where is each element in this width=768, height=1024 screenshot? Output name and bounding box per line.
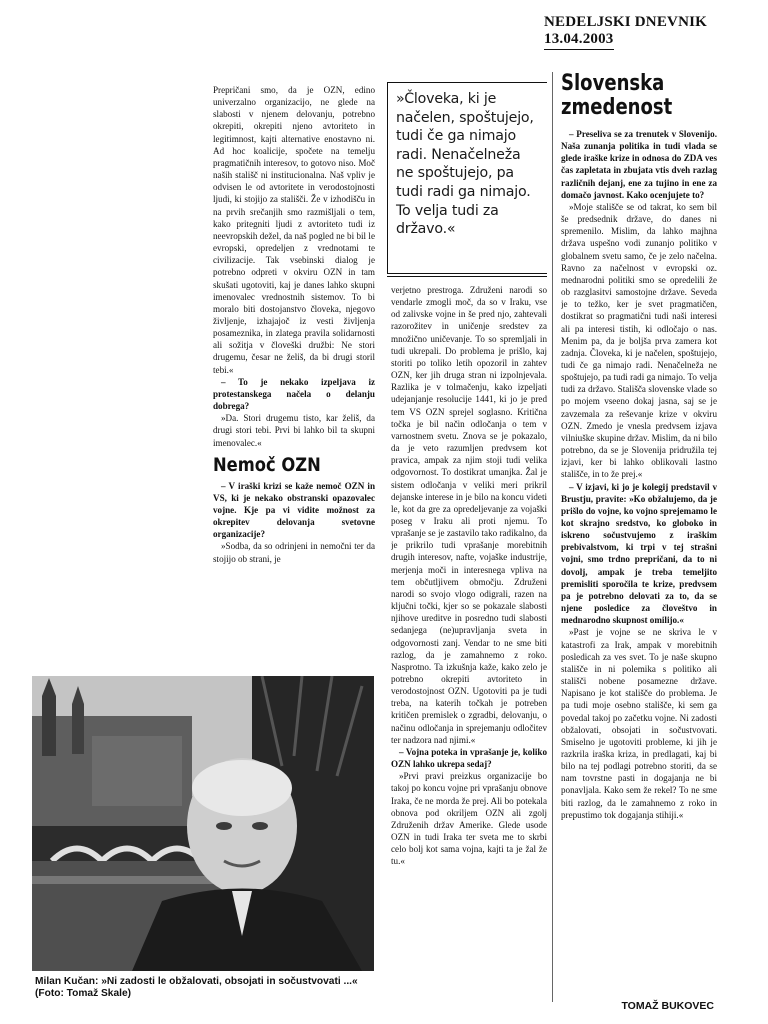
section-subhead: Nemoč OZN [213,453,321,476]
column-divider [552,72,553,1002]
section-headline [561,72,689,120]
paragraph: »Sodba, da so odrinjeni in nemočni ter da stojijo ob strani, je [213,541,375,564]
paragraph: Prepričani smo, da je OZN, edino univerzalno organizacijo, ne glede na slabosti v njenem delovanju, potrebno okrepiti, okrepiti njeno avtoriteto in legitimnost, kajti alternative enostavno ni. Ad hoc koalicije, spočete na temelju pragmatičnih interesov, to gotovo niso. Moč naših stališč ni institucionalna. Naš vpliv je odvisen le od avtoritete in verodostojnosti ljudi, ki stojijo za stališči. Že v izhodišču in na prvih srečanjih smo razmišljali o tem, kako pritegniti ljudi z avtoriteto tudi iz neevropskih dežel, da naš pogled ne bi bil le evropski, opredeljen z vrednotami te civilizacije. Tak vsebinski dialog je potrebno odpreti v okviru OZN in tam skušati ugotoviti, kaj je danes lahko skupni imenovalec vrednostnih sistemov. To bi moralo biti dostojanstvo človeka, njegovo življenje, izhajajoč iz vesti življenja posameznika, in zlatega pravila solidarnosti ali sožitja v človeški družbi: Ne stori drugemu, česar ne želiš, da bi drugi storil tebi.« [213,85,375,375]
paragraph: verjetno prestroga. Združeni narodi so vendarle zmogli moč, da so v Iraku, vse od zalivske vojne in še pred njo, zahtevali razorožitev in uničenje sredstev za množično uničevanje. To so spremljali in tudi ukrepali. Do problema je prišlo, kaj storiti po toliko letih opozoril in zahtev OZN, ker jih druga stran ni izpolnjevala. Razlika je v tolmačenju, kako izpeljati udejanjanje resolucije 1441, ki jo je pred tem VS OZN sprejel soglasno. Kritična točka je bil način odločanja o tem v varnostnem svetu. Znova se je pokazalo, da je veto razumljen predvsem kot pravica, ampak za njim stoji tudi velika odgovornost. To dostikrat umanjka. Žal je sistem odločanja v veliki meri prikril dejanske interese in je bilo na koncu videti le, kot da gre za opredeljevanje za vojaški poseg v Iraku ali proti njemu. To vprašanje se je zastavilo tako radikalno, da je prikrilo tudi vprašanje morebitnih drugih interesov, nafte, vojaške industrije, merjenja moči in interesnega vpliva na tem občutljivem območju. Združeni narodi so svojo vlogo odigrali, razen na ključni točki, kjer so se pokazale slabosti njihove ureditve in posredno tudi slabosti sedanjega (ne)upravljanja sveta in odgovornosti zanj. Vendar to ne sme biti razlog, da je zamahnemo z roko. Nasprotno. Ta izkušnja kaže, kako zelo je potrebno okrepiti avtoriteto in verodostojnost OZN. Ugotoviti pa je tudi treba, na katerih točkah je potreben kritičen premislek o zgradbi, delovanju, o načinu odločanja in sprejemanju odločitev ter nadzora nad njimi.« [391,285,547,745]
author-byline: TOMAŽ BUKOVEC [621,1000,714,1012]
article-column-3 [561,72,717,1002]
article-column-2 [391,284,547,1012]
paragraph: »Moje stališče se od takrat, ko sem bil še predsednik države, do danes ni spremenilo. Mislim, da lahko majhna država uspešno vodi zunanjo politiko v globalnem svetu samo, če je zelo načelna. Ravno za načelnost v evropski oz. mednarodni politiki smo se opredelili že ob razglasitvi samostojne države. Seveda je to težko, ker je svet pragmatičen, dostikrat so pragmatični tudi naši interesi ali pa interesi tistih, ki odločajo o nas. Menim pa, da je boljša prva zamera kot zadnja. Človeka, ki je načelen, spoštujejo, tudi če ga nimajo radi. Nenačelneža ne spoštujejo, pa tudi radi ga nimajo. To velja tudi za državo. Stališča slovenske vlade so po mojem vseeno dokaj jasna, saj se je zavzemala za reševanje krize v okviru OZN. Zmedo je vnesla predvsem izjava vilniuške skupine držav. Mislim, da ni bilo potrebno, da se je Slovenija pridružila tej izjavi, ker bi lahko oblikovali lastno stališče, in to že prej.« [561,201,717,480]
paragraph: »Prvi pravi preizkus organizacije bo takoj po koncu vojne pri vprašanju obnove Iraka, če ne morda že prej. Ali bo potekala obnova pod okriljem OZN ali zgolj Združenih držav Amerike. Glede usode OZN in tudi Iraka ter sveta me to skrbi celo bolj kot sama vojna, kajti ta je žal že tu.« [391,771,547,867]
interview-question: – Vojna poteka in vprašanje je, koliko OZN lahko ukrepa sedaj? [391,746,547,770]
headline-line: Slovenska [561,72,665,96]
newspaper-name: NEDELJSKI DNEVNIK [544,14,708,30]
interview-question: – Preseliva se za trenutek v Slovenijo. Naša zunanja politika in tudi vlada se glede iraške krize in odnosa do ZDA ves čas zapletata in zbujata vtis dveh razlag različnih dejanj, ene za tujino in ene za domačo javnost. Kako ocenjujete to? [561,128,717,201]
interview-question: – To je nekako izpeljava iz protestanskega načela o delanju dobrega? [213,376,375,412]
masthead [544,14,734,50]
photo-caption: Milan Kučan: »Ni zadosti le obžalovati, obsojati in sočustvovati ...« (Foto: Tomaž Skale) [35,976,358,1000]
article-photo [32,676,374,971]
photo-illustration [32,676,374,971]
interview-question: – V izjavi, ki jo je kolegij predstavil v Brustju, pravite: »Ko obžalujemo, da je prišlo do vojne, ko vojno sprejemamo le kot skrajno sredstvo, ko globoko in iskreno sočustvujemo z iraškim prebivalstvom, ki trpi v tej strašni vojni, smo trdno prepričani, da to ni dovolj, ampak je treba temeljito premisliti sporočila te krize, predvsem pa je potrebno delovati za to, da se njene posledice za človeštvo in mednarodno skupnost omilijo.« [561,481,717,627]
issue-date: 13.04.2003 [544,31,614,50]
divider [387,276,547,277]
paragraph: »Da. Stori drugemu tisto, kar želiš, da drugi stori tebi. Prvi bi lahko bil ta skupni imenovalec.« [213,413,375,448]
article-column-1 [213,84,375,664]
pull-quote: »Človeka, ki je načelen, spoštujejo, tudi če ga nimajo radi. Nenačelneža ne spoštujejo, pa tudi radi ga nimajo. To velja tudi za državo.« [387,82,547,274]
interview-question: – V iraški krizi se kaže nemoč OZN in VS, ki je nekako obstranski opazovalec vojne. Kje pa vi vidite možnost za okrepitev delovanja svetovne organizacije? [213,480,375,541]
headline-line: zmedenost [561,95,673,120]
paragraph: »Past je vojne se ne skriva le v katastrofi za Irak, ampak v morebitnih posledicah za ves svet. To je naše skupno stališče in ni polemika s politiko ali stališči nobene posamezne države. Napisano je kot stališče do problema. Je pa tudi moje osebno stališče, ki sem ga povedal takoj po začetku vojne. Ni zadosti obžalovati, obsojati in sočustvovati. Smiselno je ugotoviti probleme, ki jih je razkrila iraška kriza, in predlagati, kaj bi bilo na tej podlagi potrebno storiti, da se nam tovrstne pasti in dogajanja ne bi ponavljala. Kako sem že rekel? To ne sme biti razlog, da le zamahnemo z roko in prepustimo tok dogajanja stihiji.« [561,627,717,820]
